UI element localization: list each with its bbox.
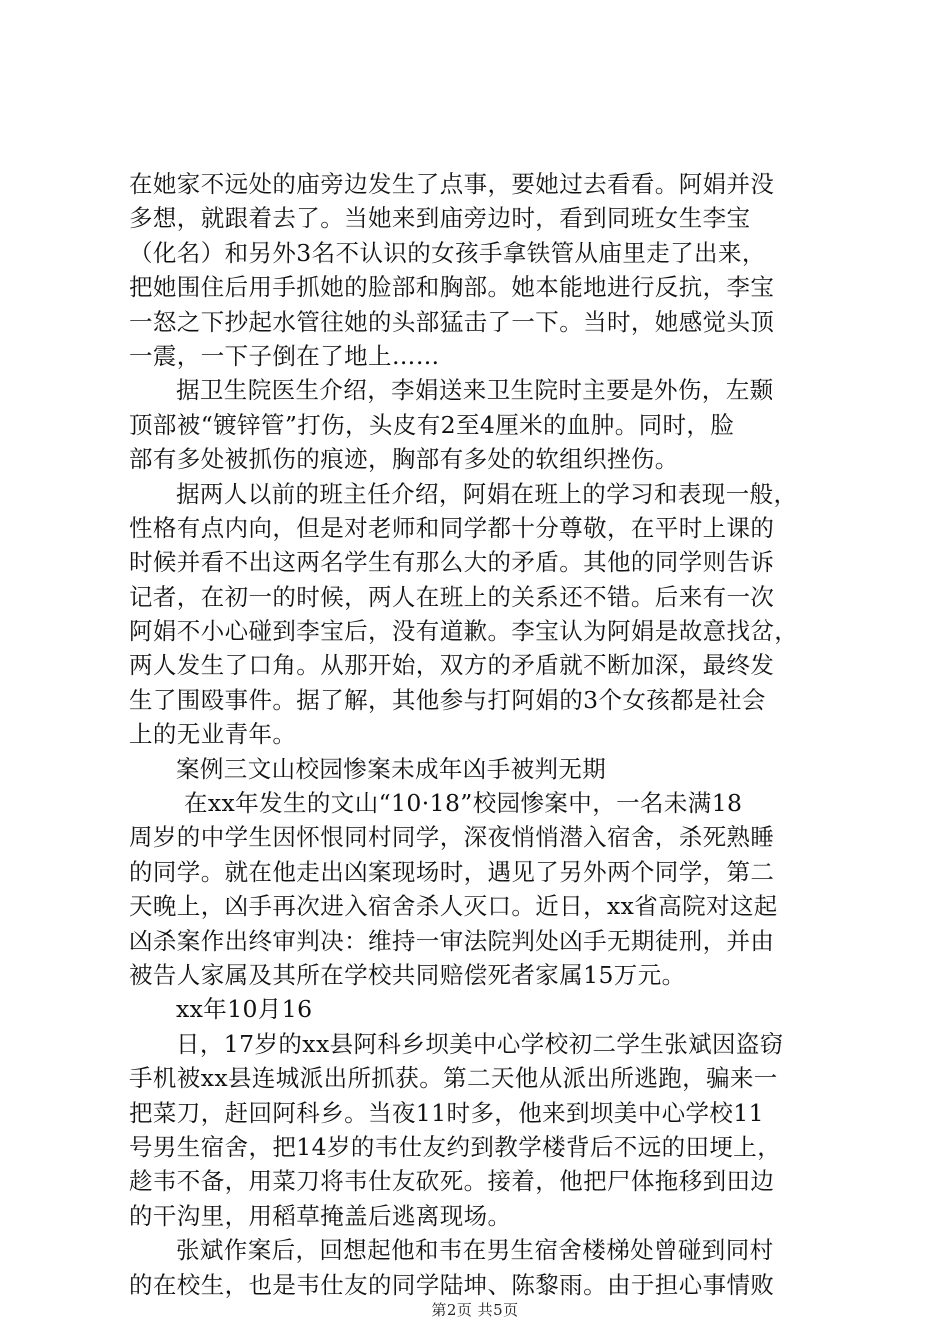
text-line: （化名）和另外3名不认识的女孩手拿铁管从庙里走了出来， bbox=[129, 238, 766, 267]
text-line: 在她家不远处的庙旁边发生了点事，要她过去看看。阿娟并没 bbox=[129, 170, 775, 198]
text-line: 记者，在初一的时候，两人在班上的关系还不错。后来有一次 bbox=[129, 582, 775, 611]
text-line: 阿娟不小心碰到李宝后，没有道歉。李宝认为阿娟是故意找岔， bbox=[129, 617, 799, 646]
text-line: 性格有点内向，但是对老师和同学都十分尊敬，在平时上课的 bbox=[129, 513, 775, 542]
text-line: 多想，就跟着去了。当她来到庙旁边时，看到同班女生李宝 bbox=[129, 204, 751, 233]
case-heading: 案例三文山校园惨案未成年凶手被判无期 bbox=[176, 754, 607, 783]
page-number-footer: 第2页 共5页 bbox=[431, 1301, 519, 1319]
paragraph-start-line: 日，17岁的xx县阿科乡坝美中心学校初二学生张斌因盗窃 bbox=[176, 1029, 784, 1058]
text-line: 的干沟里，用稻草掩盖后逃离现场。 bbox=[129, 1201, 512, 1230]
text-line: 生了围殴事件。据了解，其他参与打阿娟的3个女孩都是社会 bbox=[129, 685, 766, 714]
text-line: 两人发生了口角。从那开始，双方的矛盾就不断加深，最终发 bbox=[129, 651, 775, 680]
text-line: 时候并看不出这两名学生有那么大的矛盾。其他的同学则告诉 bbox=[129, 548, 775, 577]
text-line: 一怒之下抄起水管往她的头部猛击了一下。当时，她感觉头顶 bbox=[129, 307, 775, 336]
text-line: 顶部被“镀锌管”打伤，头皮有2至4厘米的血肿。同时，脸 bbox=[129, 410, 735, 439]
document-body bbox=[129, 167, 837, 1302]
text-line: 的在校生，也是韦仕友的同学陆坤、陈黎雨。由于担心事情败 bbox=[129, 1270, 775, 1299]
text-line: 把菜刀，赶回阿科乡。当夜11时多，他来到坝美中心学校11 bbox=[129, 1098, 765, 1127]
text-line: 手机被xx县连城派出所抓获。第二天他从派出所逃跑，骗来一 bbox=[129, 1064, 778, 1093]
text-line: 周岁的中学生因怀恨同村同学，深夜悄悄潜入宿舍，杀死熟睡 bbox=[129, 823, 775, 852]
text-line: 号男生宿舍，把14岁的韦仕友约到教学楼背后不远的田埂上， bbox=[129, 1132, 782, 1161]
paragraph-start-line: 张斌作案后，回想起他和韦在男生宿舍楼梯处曾碰到同村 bbox=[176, 1236, 774, 1265]
text-line: 上的无业青年。 bbox=[129, 720, 297, 749]
text-line: 天晚上，凶手再次进入宿舍杀人灭口。近日，xx省高院对这起 bbox=[129, 892, 778, 921]
text-line: 一震，一下子倒在了地上…… bbox=[129, 341, 440, 370]
text-line: 把她围住后用手抓她的脸部和胸部。她本能地进行反抗，李宝 bbox=[129, 273, 775, 302]
paragraph-start-line: 据两人以前的班主任介绍，阿娟在班上的学习和表现一般， bbox=[176, 479, 798, 508]
text-line: 凶杀案作出终审判决：维持一审法院判处凶手无期徒刑，并由 bbox=[129, 926, 775, 955]
text-line: 趁韦不备，用菜刀将韦仕友砍死。接着，他把尸体拖移到田边 bbox=[129, 1167, 775, 1196]
date-line: xx年10月16 bbox=[176, 995, 313, 1024]
paragraph-start-line: 在xx年发生的文山“10·18”校园惨案中，一名未满18 bbox=[184, 789, 743, 818]
paragraph-start-line: 据卫生院医生介绍，李娟送来卫生院时主要是外伤，左颞 bbox=[176, 376, 774, 405]
text-line: 部有多处被抓伤的痕迹，胸部有多处的软组织挫伤。 bbox=[129, 445, 679, 474]
text-line: 被告人家属及其所在学校共同赔偿死者家属15万元。 bbox=[129, 960, 686, 989]
text-line: 的同学。就在他走出凶案现场时，遇见了另外两个同学，第二 bbox=[129, 857, 775, 886]
